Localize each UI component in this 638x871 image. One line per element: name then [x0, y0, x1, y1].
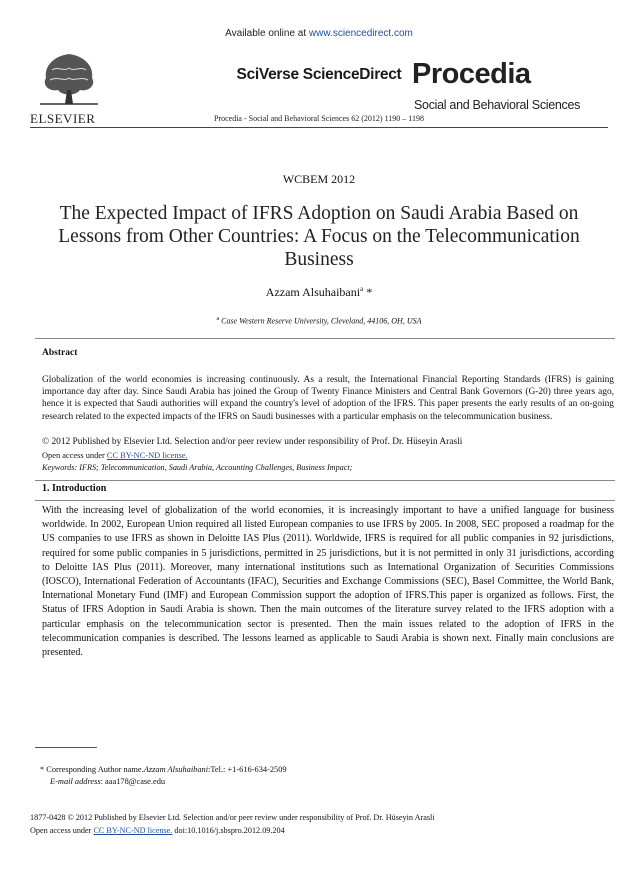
available-online-prefix: Available online at [225, 28, 309, 39]
paper-title: The Expected Impact of IFRS Adoption on Saudi Arabia Based on Lessons from Other Countries: A Focus on the Telecommunication Business [58, 203, 580, 270]
publisher-name: ELSEVIER [30, 111, 96, 126]
procedia-subtitle: Social and Behavioral Sciences [414, 98, 581, 112]
journal-citation: Procedia - Social and Behavioral Sciences 62 (2012) 1190 – 1198 [213, 114, 425, 123]
footer-issn-line: 1877-0428 © 2012 Published by Elsevier Ltd. Selection and/or peer review under responsibility of Prof. Dr. Hüseyin Arasli [30, 813, 435, 822]
abstract-top-divider [35, 338, 615, 339]
procedia-title: Procedia [412, 58, 531, 90]
footer-license-link[interactable]: CC BY-NC-ND license. [93, 826, 173, 835]
affil-sup: a [216, 316, 220, 322]
sciencedirect-link[interactable]: www.sciencedirect.com [308, 28, 413, 39]
keywords: Keywords: IFRS; Telecommunication, Saudi Arabia, Accounting Challenges, Business Impact; [42, 463, 353, 472]
abstract-text: Globalization of the world economies is increasing continuously. As a result, the International Financial Reporting Standards (IFRS) is gaining importance day after day. Since Saudi Arabia has joined the Group of Twenty Finance Ministers and Central Bank Governors (G-20) three years ago, hence it is expected that Saudi authorities will expand the country's level of adoption of the IFRS. This paper presents the early results of an on-going research related to the expected impacts of the IFRS on Saudi businesses with a particular emphasis on the telecommunication business. [42, 375, 614, 422]
conference-name: WCBEM 2012 [282, 172, 356, 186]
author-affil-sup: a [360, 285, 364, 293]
open-access-prefix: Open access under [42, 451, 107, 460]
affiliation [0, 316, 638, 326]
corresponding-author-footnote [40, 765, 287, 774]
author-name: Azzam Alsuhaibani [265, 285, 361, 299]
sciverse-logo-text: SciVerse ScienceDirect [236, 66, 402, 83]
intro-text: With the increasing level of globalization of the world economies, it is increasingly important to have a unified language for business worldwide. In 2002, European Union required all listed European companies to use IFRS by 2005. In 2008, SEC proposed a roadmap for the US companies to use IFRS as shown in Deloitte IAS Plus (2011). Worldwide, IFRS is required for all public companies in 92 jurisdictions, required for some public companies in 5 jurisdictions, permitted in 25 jurisdictions, but it is not permitted in only 31 jurisdictions, according to Deloitte IAS Plus (2011). Moreover, many international institutions such as International Organization of Securities Commissions (IOSCO), International Federation of Accountants (IFAC), Securities and Exchange Commissions (SEC), Basel Committee, the World Bank, International Monetary Fund (IMF) and European Commission support the adoption of IFRS.This paper is organized as follows. First, the Status of IFRS Adoption in Saudi Arabia is shown. Then the main outcomes of the literature survey related to the IFRS adoption with a particular emphasis on the telecommunication sector is presented. Then the main issues related to the adoption of IFRS in the telecommunication companies is described. The lessons learned as applicable to Saudi Arabia is shown next. Finally main conclusions are presented. [42, 505, 614, 659]
email-footnote [50, 777, 165, 786]
header-divider [30, 127, 608, 128]
footnote-author-name: Azzam Alsuhaibani [143, 765, 209, 774]
author-line [0, 285, 638, 300]
keywords-divider [35, 480, 615, 481]
footnote-prefix: * Corresponding Author name. [40, 765, 144, 774]
corresponding-mark: * [363, 285, 373, 299]
footnote-tel: :Tel.: +1-616-634-2509 [208, 765, 287, 774]
copyright-line: © 2012 Published by Elsevier Ltd. Selection and/or peer review under responsibility of Prof. Dr. Hüseyin Arasli [42, 437, 463, 447]
email-label: E-mail address [50, 777, 101, 786]
open-access-line [42, 450, 614, 462]
available-online-line [0, 28, 638, 39]
footer-open-access-line [30, 826, 285, 835]
footnote-rule [35, 747, 97, 748]
footer-doi: doi:10.1016/j.sbspro.2012.09.204 [172, 826, 285, 835]
abstract-heading: Abstract [42, 348, 78, 358]
intro-divider [35, 500, 615, 501]
license-link[interactable]: CC BY-NC-ND license. [106, 451, 188, 460]
affiliation-text: Case Western Reserve University, Cleveland, 44106, OH, USA [219, 316, 422, 326]
footer-oa-prefix: Open access under [30, 826, 94, 835]
intro-heading: 1. Introduction [42, 483, 107, 494]
email-value: : aaa178@case.edu [100, 777, 166, 786]
